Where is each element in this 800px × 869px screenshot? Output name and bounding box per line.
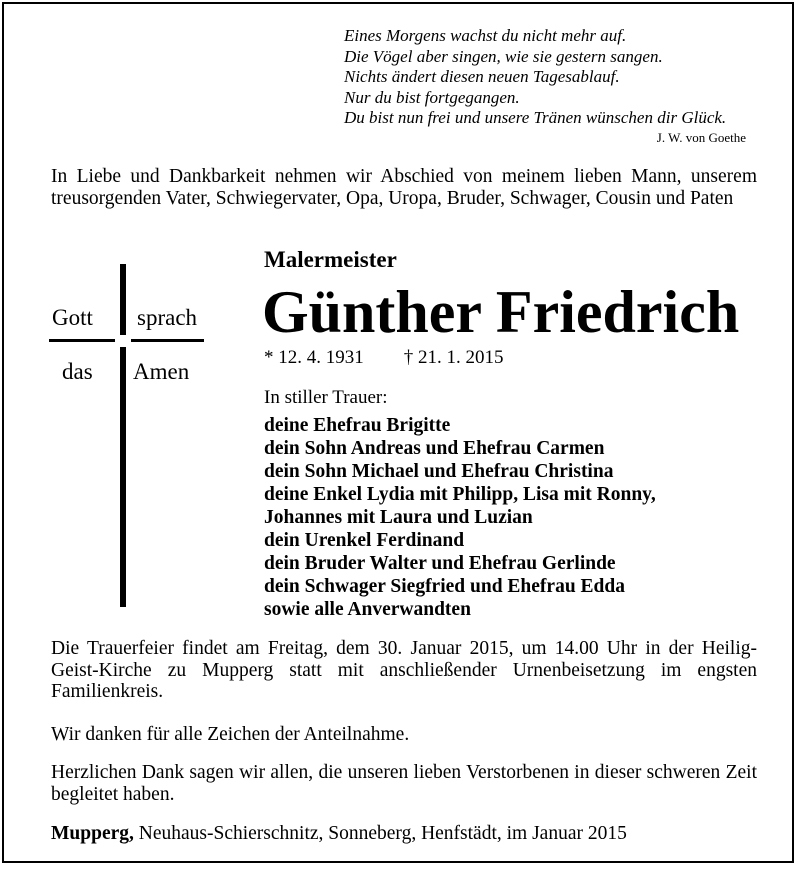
mourner-line: deine Enkel Lydia mit Philipp, Lisa mit Ronny, bbox=[264, 484, 656, 505]
birth-date: * 12. 4. 1931 bbox=[264, 347, 364, 368]
poem-line: Die Vögel aber singen, wie sie gestern sangen. bbox=[344, 46, 663, 66]
mourner-line: dein Sohn Michael und Ehefrau Christina bbox=[264, 461, 614, 482]
poem-author: J. W. von Goethe bbox=[656, 130, 746, 145]
mourner-line: dein Sohn Andreas und Ehefrau Carmen bbox=[264, 438, 605, 459]
profession: Malermeister bbox=[264, 247, 397, 272]
deceased-name: Günther Friedrich bbox=[262, 279, 740, 345]
mourner-line: dein Schwager Siegfried und Ehefrau Edda bbox=[264, 576, 625, 597]
life-dates bbox=[264, 347, 504, 369]
cross-vertical-top bbox=[120, 264, 126, 335]
poem-line: Nichts ändert diesen neuen Tagesablauf. bbox=[344, 67, 620, 86]
cross-horizontal-right bbox=[131, 339, 204, 342]
cross-word-gott: Gott bbox=[52, 305, 93, 330]
mourner-line: dein Bruder Walter und Ehefrau Gerlinde bbox=[264, 553, 616, 574]
mourner-line: dein Urenkel Ferdinand bbox=[264, 530, 465, 551]
cross-word-sprach: sprach bbox=[137, 305, 198, 330]
mourners-list bbox=[264, 414, 656, 621]
poem-line: Du bist nun frei und unsere Tränen wünschen dir Glück. bbox=[344, 108, 727, 127]
mourner-line: sowie alle Anverwandten bbox=[264, 599, 471, 620]
cross-horizontal-left bbox=[49, 339, 115, 342]
mourning-heading: In stiller Trauer: bbox=[264, 387, 388, 408]
poem-line: Nur du bist fortgegangen. bbox=[344, 87, 520, 107]
cross-word-amen: Amen bbox=[133, 359, 190, 384]
gratitude-text: Herzlichen Dank sagen wir allen, die unseren lieben Verstorbenen in dieser schweren Zeit begleitet haben. bbox=[51, 762, 757, 805]
cross-word-das: das bbox=[62, 359, 93, 384]
death-date: † 21. 1. 2015 bbox=[403, 347, 504, 368]
cross-vertical-bottom bbox=[120, 347, 126, 607]
intro-text: In Liebe und Dankbarkeit nehmen wir Abschied von meinem lieben Mann, unserem treusorgenden Vater, Schwiegervater, Opa, Uropa, Bruder, Schwager, Cousin und Paten bbox=[51, 166, 757, 209]
mourner-line: Johannes mit Laura und Luzian bbox=[264, 507, 533, 528]
poem bbox=[344, 26, 726, 129]
obituary-frame bbox=[2, 2, 794, 863]
funeral-info: Die Trauerfeier findet am Freitag, dem 30. Januar 2015, um 14.00 Uhr in der Heilig-Geist-Kirche zu Mupperg statt mit anschließender Urnenbeisetzung im engsten Familienkreis. bbox=[51, 638, 757, 702]
poem-line: Eines Morgens wachst du nicht mehr auf. bbox=[344, 26, 627, 45]
places-rest: Neuhaus-Schierschnitz, Sonneberg, Henfstädt, im Januar 2015 bbox=[133, 823, 627, 844]
places-line bbox=[51, 823, 757, 845]
mourner-line: deine Ehefrau Brigitte bbox=[264, 415, 451, 436]
thanks-text: Wir danken für alle Zeichen der Anteilnahme. bbox=[51, 724, 410, 745]
places-main: Mupperg, bbox=[51, 823, 134, 844]
